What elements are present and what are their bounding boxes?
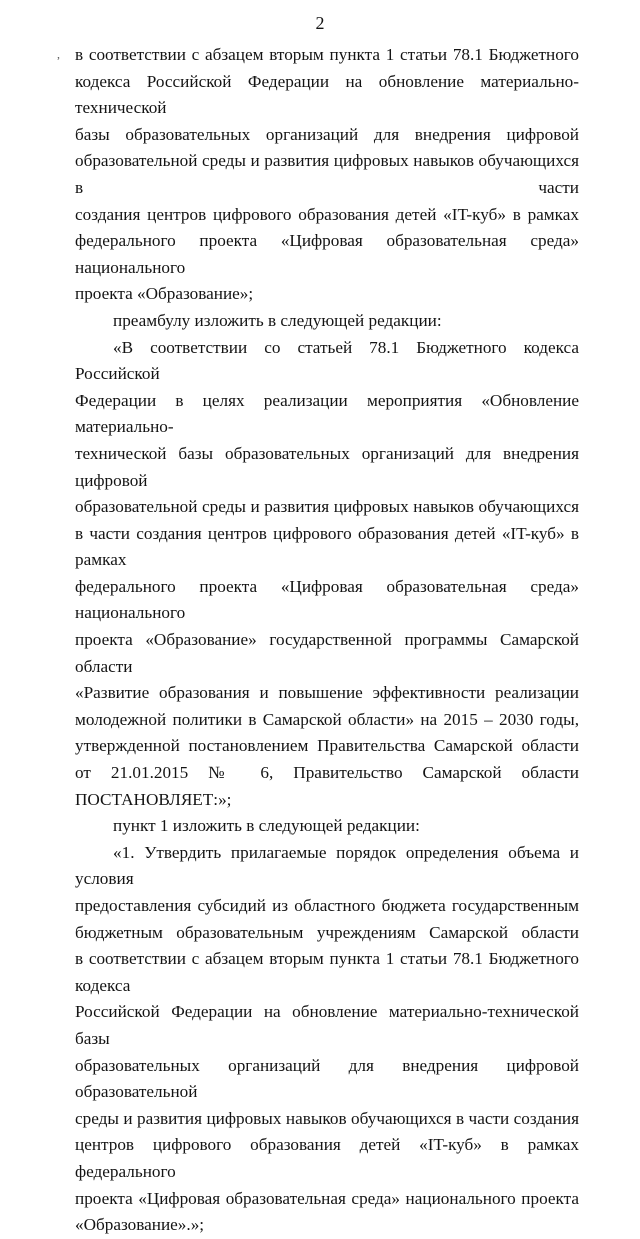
text-line: создания центров цифрового образования детей «IT-куб» в рамках: [75, 204, 579, 224]
text-line: Российской Федерации на обновление материально-технической базы: [75, 1002, 579, 1048]
text-line: в соответствии с абзацем вторым пункта 1 статьи 78.1 Бюджетного: [75, 45, 579, 64]
text-line: от 21.01.2015 № 6, Правительство Самарской области ПОСТАНОВЛЯЕТ:»;: [75, 763, 579, 809]
text-line: проекта «Образование»;: [75, 284, 254, 304]
text-line: образовательной среды и развития цифровых навыков обучающихся: [75, 497, 579, 517]
paragraph-preamble-text: [75, 335, 579, 814]
text-line: технической базы образовательных организаций для внедрения цифровой: [75, 443, 579, 490]
text-line: центров цифрового образования детей «IT-куб» в рамках федерального: [75, 1135, 579, 1181]
text-line: Федерации в целях реализации мероприятия «Обновление материально-: [75, 390, 579, 437]
page-number: 2: [315, 13, 325, 33]
text-line: образовательных организаций для внедрения цифровой образовательной: [75, 1055, 579, 1102]
text-line: утвержденной постановлением Правительства Самарской области: [75, 736, 579, 756]
text-line: базы образовательных организаций для внедрения цифровой: [75, 124, 579, 144]
text-line: предоставления субсидий из областного бюджета государственным: [75, 896, 579, 915]
text-line: среды и развития цифровых навыков обучающихся в части создания: [75, 1108, 579, 1128]
text-line: молодежной политики в Самарской области» на 2015 – 2030 годы,: [75, 709, 579, 729]
text-line: кодекса Российской Федерации на обновление материально-технической: [75, 71, 579, 118]
paragraph-point1-instruction: [75, 813, 579, 840]
text-line: образовательной среды и развития цифровых навыков обучающихся в части: [75, 151, 579, 197]
text-line: бюджетным образовательным учреждениям Самарской области: [75, 922, 579, 942]
text-line: в соответствии с абзацем вторым пункта 1 статьи 78.1 Бюджетного кодекса: [75, 949, 579, 995]
text-line: в части создания центров цифрового образования детей «IT-куб» в рамках: [75, 523, 579, 570]
text-line: федерального проекта «Цифровая образовательная среда» национального: [75, 576, 579, 623]
text-line: федерального проекта «Цифровая образовательная среда» национального: [75, 231, 579, 277]
text-line: преамбулу изложить в следующей редакции:: [113, 310, 442, 330]
text-line: «1. Утвердить прилагаемые порядок определения объема и условия: [75, 842, 579, 889]
paragraph-continuation: [75, 42, 579, 308]
text-line: «Образование».»;: [75, 1215, 205, 1235]
text-line: «В соответствии со статьей 78.1 Бюджетного кодекса Российской: [75, 337, 579, 384]
paragraph-point1-text: [75, 840, 579, 1239]
stray-mark: ,: [57, 47, 60, 61]
text-line: проекта «Образование» государственной программы Самарской области: [75, 630, 579, 676]
text-line: «Развитие образования и повышение эффективности реализации: [75, 683, 579, 703]
text-line: пункт 1 изложить в следующей редакции:: [113, 816, 420, 836]
document-body: [75, 42, 579, 1239]
paragraph-preamble-instruction: [75, 308, 579, 335]
text-line: проекта «Цифровая образовательная среда» национального проекта: [75, 1188, 579, 1208]
